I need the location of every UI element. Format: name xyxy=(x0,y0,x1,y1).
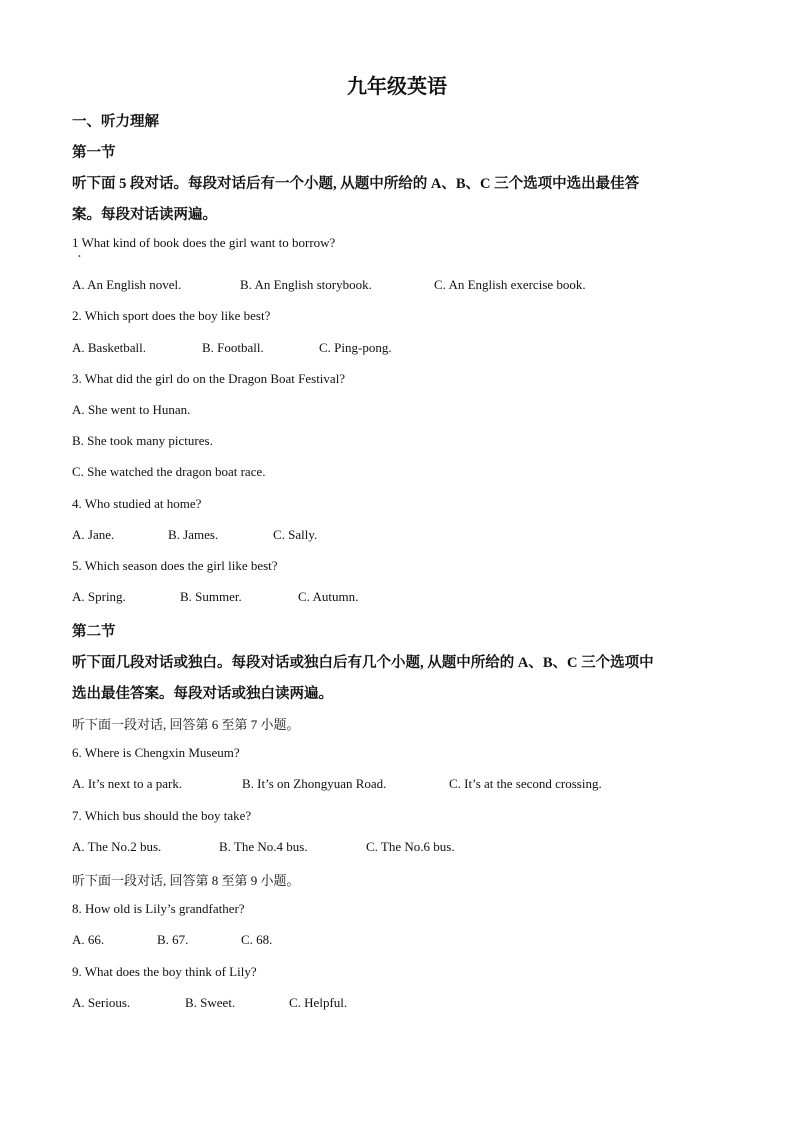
option-a: A. Jane. xyxy=(72,527,115,542)
question-stem: 2. Which sport does the boy like best? xyxy=(72,308,271,323)
option-a: A. She went to Hunan. xyxy=(72,402,191,417)
option-c: C. She watched the dragon boat race. xyxy=(72,464,266,479)
stray-mark: • xyxy=(78,252,81,261)
option-a: A. Basketball. xyxy=(72,340,147,355)
option-c: C. Sally. xyxy=(273,527,318,542)
question-stem: 7. Which bus should the boy take? xyxy=(72,808,252,823)
option-c: C. Helpful. xyxy=(289,995,348,1010)
option-a: A. Spring. xyxy=(72,589,126,604)
option-a: A. 66. xyxy=(72,932,105,947)
option-b: B. James. xyxy=(168,527,219,542)
option-b: B. She took many pictures. xyxy=(72,433,213,448)
option-c: C. An English exercise book. xyxy=(434,277,586,292)
question-stem: 9. What does the boy think of Lily? xyxy=(72,964,257,979)
option-a: A. An English novel. xyxy=(72,277,182,292)
page-title: 九年级英语 xyxy=(347,76,447,98)
option-b: B. Summer. xyxy=(180,589,242,604)
option-b: B. 67. xyxy=(157,932,189,947)
dialog-note: 听下面一段对话, 回答第 8 至第 9 小题。 xyxy=(72,873,300,888)
option-a: A. Serious. xyxy=(72,995,131,1010)
option-c: C. It’s at the second crossing. xyxy=(449,776,602,791)
option-c: C. The No.6 bus. xyxy=(366,839,455,854)
option-a: A. It’s next to a park. xyxy=(72,776,183,791)
instruction-line: 听下面 5 段对话。每段对话后有一个小题, 从题中所给的 A、B、C 三个选项中选出最佳答 xyxy=(72,176,640,192)
question-stem: 3. What did the girl do on the Dragon Boat Festival? xyxy=(72,371,346,386)
dialog-note: 听下面一段对话, 回答第 6 至第 7 小题。 xyxy=(72,717,300,732)
option-b: B. It’s on Zhongyuan Road. xyxy=(242,776,387,791)
instruction-line: 选出最佳答案。每段对话或独白读两遍。 xyxy=(72,686,333,702)
option-a: A. The No.2 bus. xyxy=(72,839,162,854)
option-b: B. The No.4 bus. xyxy=(219,839,308,854)
option-b: B. Sweet. xyxy=(185,995,236,1010)
part-label-1: 第一节 xyxy=(72,145,116,161)
option-c: C. Autumn. xyxy=(298,589,359,604)
instruction-line: 案。每段对话读两遍。 xyxy=(72,207,217,223)
question-stem: 4. Who studied at home? xyxy=(72,496,202,511)
option-b: B. An English storybook. xyxy=(240,277,372,292)
question-stem: 6. Where is Chengxin Museum? xyxy=(72,745,240,760)
question-stem: 1 What kind of book does the girl want to borrow? xyxy=(72,235,336,250)
question-stem: 8. How old is Lily’s grandfather? xyxy=(72,901,245,916)
option-c: C. 68. xyxy=(241,932,273,947)
instruction-line: 听下面几段对话或独白。每段对话或独白后有几个小题, 从题中所给的 A、B、C 三个选项中 xyxy=(72,655,654,671)
question-stem: 5. Which season does the girl like best? xyxy=(72,558,278,573)
option-b: B. Football. xyxy=(202,340,264,355)
part-label-2: 第二节 xyxy=(72,624,116,640)
section-heading: 一、听力理解 xyxy=(72,114,159,130)
option-c: C. Ping-pong. xyxy=(319,340,392,355)
